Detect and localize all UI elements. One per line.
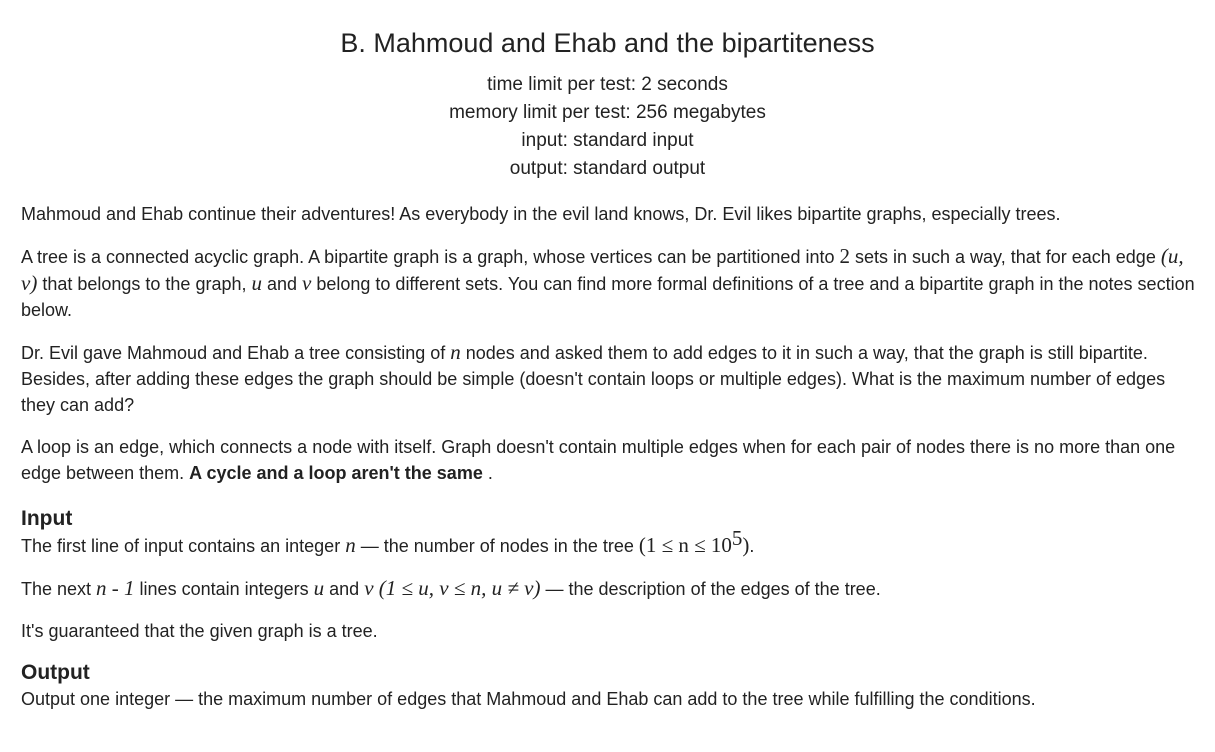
time-limit: time limit per test: 2 seconds xyxy=(487,74,728,95)
input-line-1: The first line of input contains an integer n — the number of nodes in the tree $(1 \le n \le 10^5)$. xyxy=(21,526,755,557)
statement-paragraph-2: A tree is a connected acyclic graph. A bipartite graph is a graph, whose vertices can be partitioned into 2 sets in such a way, that for each edge (u, v) that belongs to the graph, u and v belong to different sets. You can find more formal definitions of a tree and a bipartite graph in the notes section below. xyxy=(21,244,1195,320)
problem-header xyxy=(0,0,1215,183)
output-section-title: Output xyxy=(21,661,90,684)
memory-limit: memory limit per test: 256 megabytes xyxy=(449,102,766,123)
statement-paragraph-3: Dr. Evil gave Mahmoud and Ehab a tree consisting of n nodes and asked them to add edges to it in such a way, that the graph is still bipartite. Besides, after adding these edges the graph should be simple (doesn't contain loops or multiple edges). What is the maximum number of edges they can add? xyxy=(21,340,1166,415)
problem-title: B. Mahmoud and Ehab and the bipartiteness xyxy=(340,28,875,58)
input-line-2: The next n - 1 lines contain integers u and v (1 ≤ u, v ≤ n, u ≠ v) — the description of the edges of the tree. xyxy=(21,576,881,600)
input-section-title: Input xyxy=(21,507,73,530)
statement-paragraph-1: Mahmoud and Ehab continue their adventures! As everybody in the evil land knows, Dr. Evil likes bipartite graphs, especially trees. xyxy=(21,204,1061,224)
output-line: Output one integer — the maximum number of edges that Mahmoud and Ehab can add to the tree while fulfilling the conditions. xyxy=(21,689,1036,709)
output-spec: output: standard output xyxy=(509,158,706,179)
statement-paragraph-4: A loop is an edge, which connects a node with itself. Graph doesn't contain multiple edges when for each pair of nodes there is no more than one edge between them. A cycle and a loop aren't the same . xyxy=(21,437,1176,483)
input-line-3: It's guaranteed that the given graph is a tree. xyxy=(21,621,378,641)
problem-statement xyxy=(21,201,1196,728)
input-spec: input: standard input xyxy=(521,130,694,151)
